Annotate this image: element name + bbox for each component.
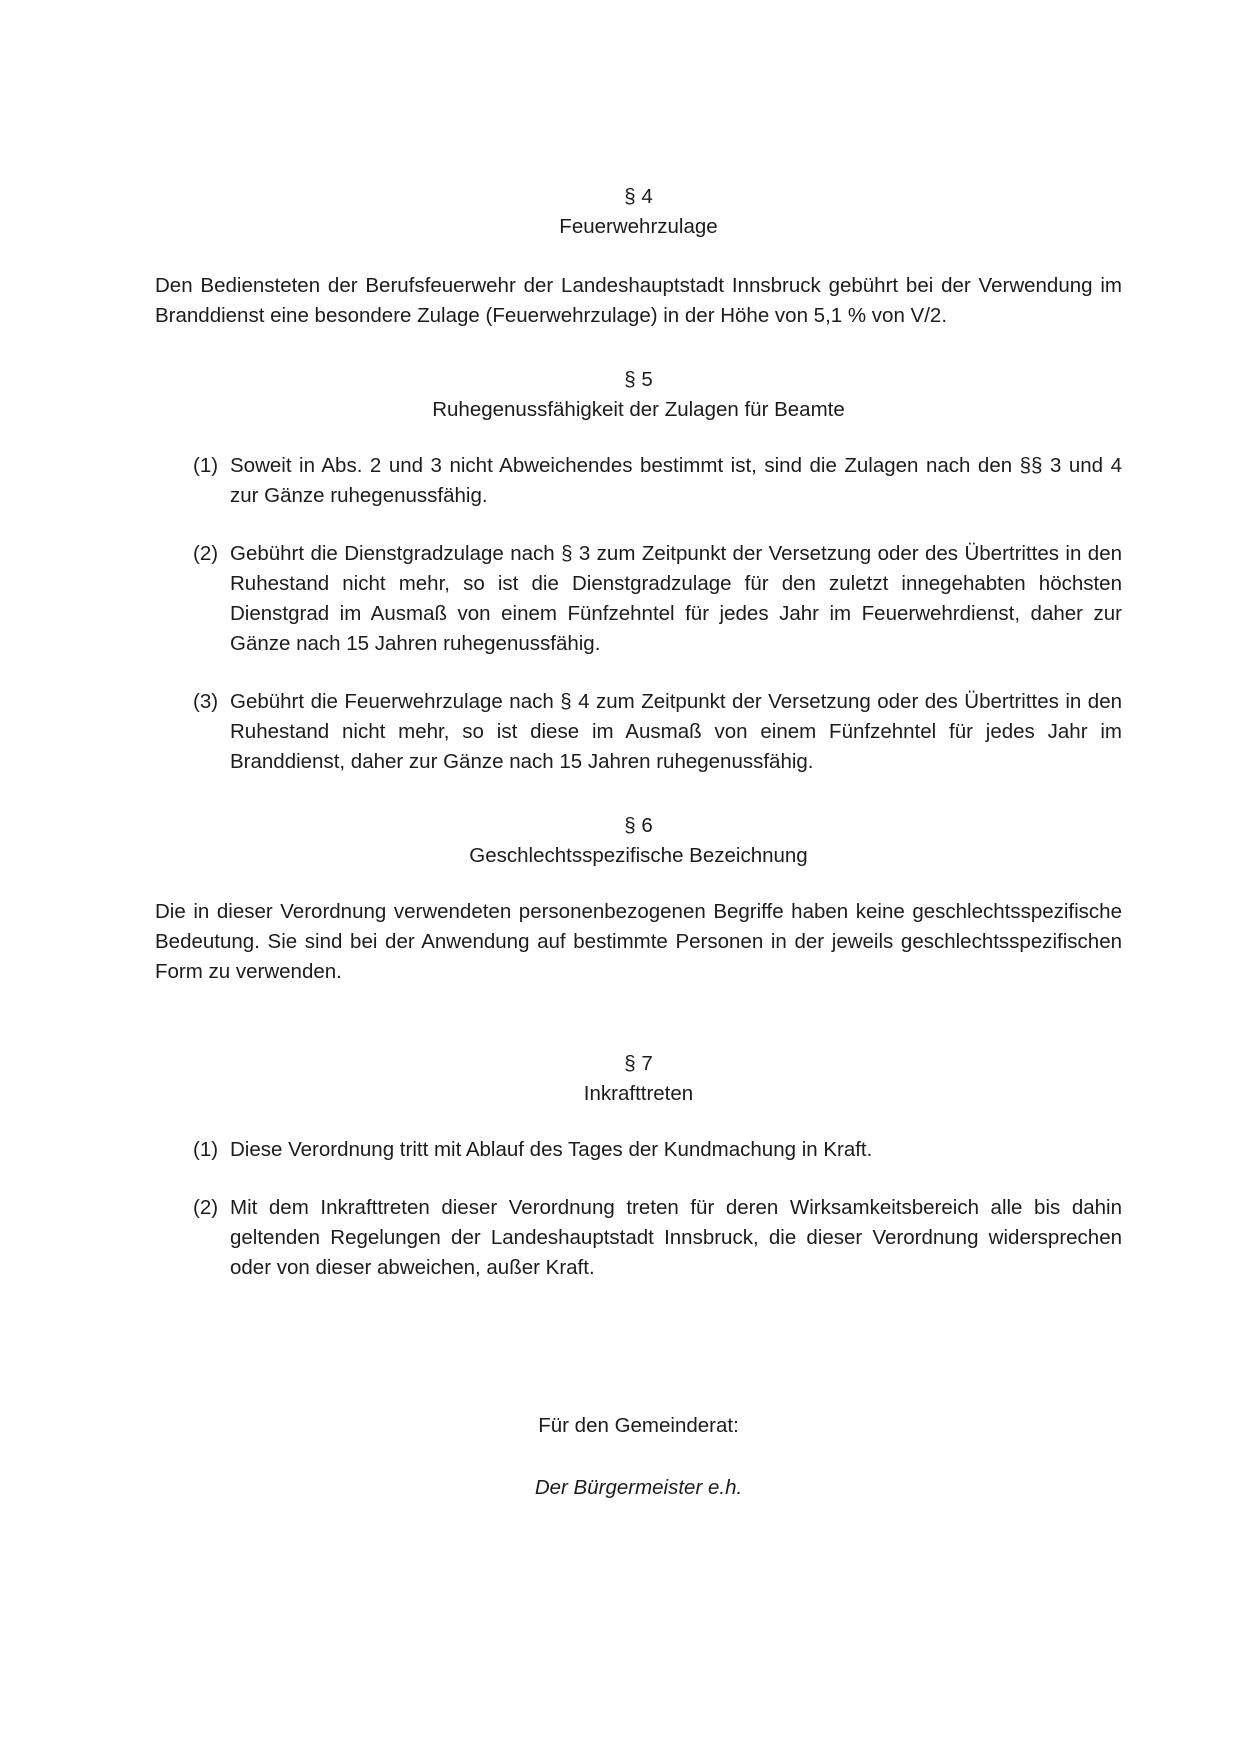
section-7-list [155,1135,1122,1283]
section-5-item-2-marker: (2) [193,542,219,565]
section-4-number: § 4 [624,185,653,208]
section-4-title: Feuerwehrzulage [559,215,718,238]
section-7-item-2 [155,1193,1122,1283]
section-7-heading [155,1049,1122,1109]
section-5-heading [155,365,1122,425]
section-5-item-2 [155,539,1122,659]
section-5-item-1-marker: (1) [193,454,219,477]
section-4-body: Den Bediensteten der Berufsfeuerwehr der Landeshauptstadt Innsbruck gebührt bei der Verwendung im Branddienst eine besondere Zulage (Feuerwehrzulage) in der Höhe von 5,1 % von V/2. [155,274,1122,327]
section-5-item-1-text: Soweit in Abs. 2 und 3 nicht Abweichendes bestimmt ist, sind die Zulagen nach den §§ 3 und 4 zur Gänze ruhegenussfähig. [230,454,1122,507]
section-7-item-2-text: Mit dem Inkrafttreten dieser Verordnung treten für deren Wirksamkeitsbereich alle bis dahin geltenden Regelungen der Landeshauptstadt Innsbruck, die dieser Verordnung widersprechen oder von dieser abweichen, außer Kraft. [230,1196,1122,1279]
section-6-body: Die in dieser Verordnung verwendeten personenbezogenen Begriffe haben keine geschlechtsspezifische Bedeutung. Sie sind bei der Anwendung auf bestimmte Personen in der jeweils geschlechtsspezifischen Form zu verwenden. [155,900,1122,983]
signature-line-council: Für den Gemeinderat: [538,1414,739,1437]
signature-line-mayor: Der Bürgermeister e.h. [534,1476,743,1499]
section-7-item-1-marker: (1) [193,1138,219,1161]
section-5-item-2-text: Gebührt die Dienstgradzulage nach § 3 zum Zeitpunkt der Versetzung oder des Übertrittes in den Ruhestand nicht mehr, so ist die Dienstgradzulage für den zuletzt innegehabten höchsten Dienstgrad im Ausmaß von einem Fünfzehntel für jedes Jahr im Feuerwehrdienst, daher zur Gänze nach 15 Jahren ruhegenussfähig. [230,542,1122,655]
signature-block [155,1411,1122,1503]
section-5-list [155,451,1122,777]
section-5-item-3 [155,687,1122,777]
section-5-title: Ruhegenussfähigkeit der Zulagen für Beamte [432,398,845,421]
section-6-heading [155,811,1122,871]
section-7-title: Inkrafttreten [583,1082,694,1105]
section-7-item-1-text: Diese Verordnung tritt mit Ablauf des Tages der Kundmachung in Kraft. [230,1138,873,1161]
section-7-item-1 [155,1135,1122,1165]
section-5-item-3-marker: (3) [193,690,219,713]
section-6-number: § 6 [624,814,653,837]
section-6-title: Geschlechtsspezifische Bezeichnung [469,844,808,867]
section-7-number: § 7 [624,1052,653,1075]
section-5-item-3-text: Gebührt die Feuerwehrzulage nach § 4 zum Zeitpunkt der Versetzung oder des Übertrittes in den Ruhestand nicht mehr, so ist diese im Ausmaß von einem Fünfzehntel für jedes Jahr im Branddienst, daher zur Gänze nach 15 Jahren ruhegenussfähig. [230,690,1122,773]
section-5-number: § 5 [624,368,653,391]
section-4-heading [155,182,1122,242]
section-7-item-2-marker: (2) [193,1196,219,1219]
document-content [155,182,1122,1503]
section-5-item-1 [155,451,1122,511]
